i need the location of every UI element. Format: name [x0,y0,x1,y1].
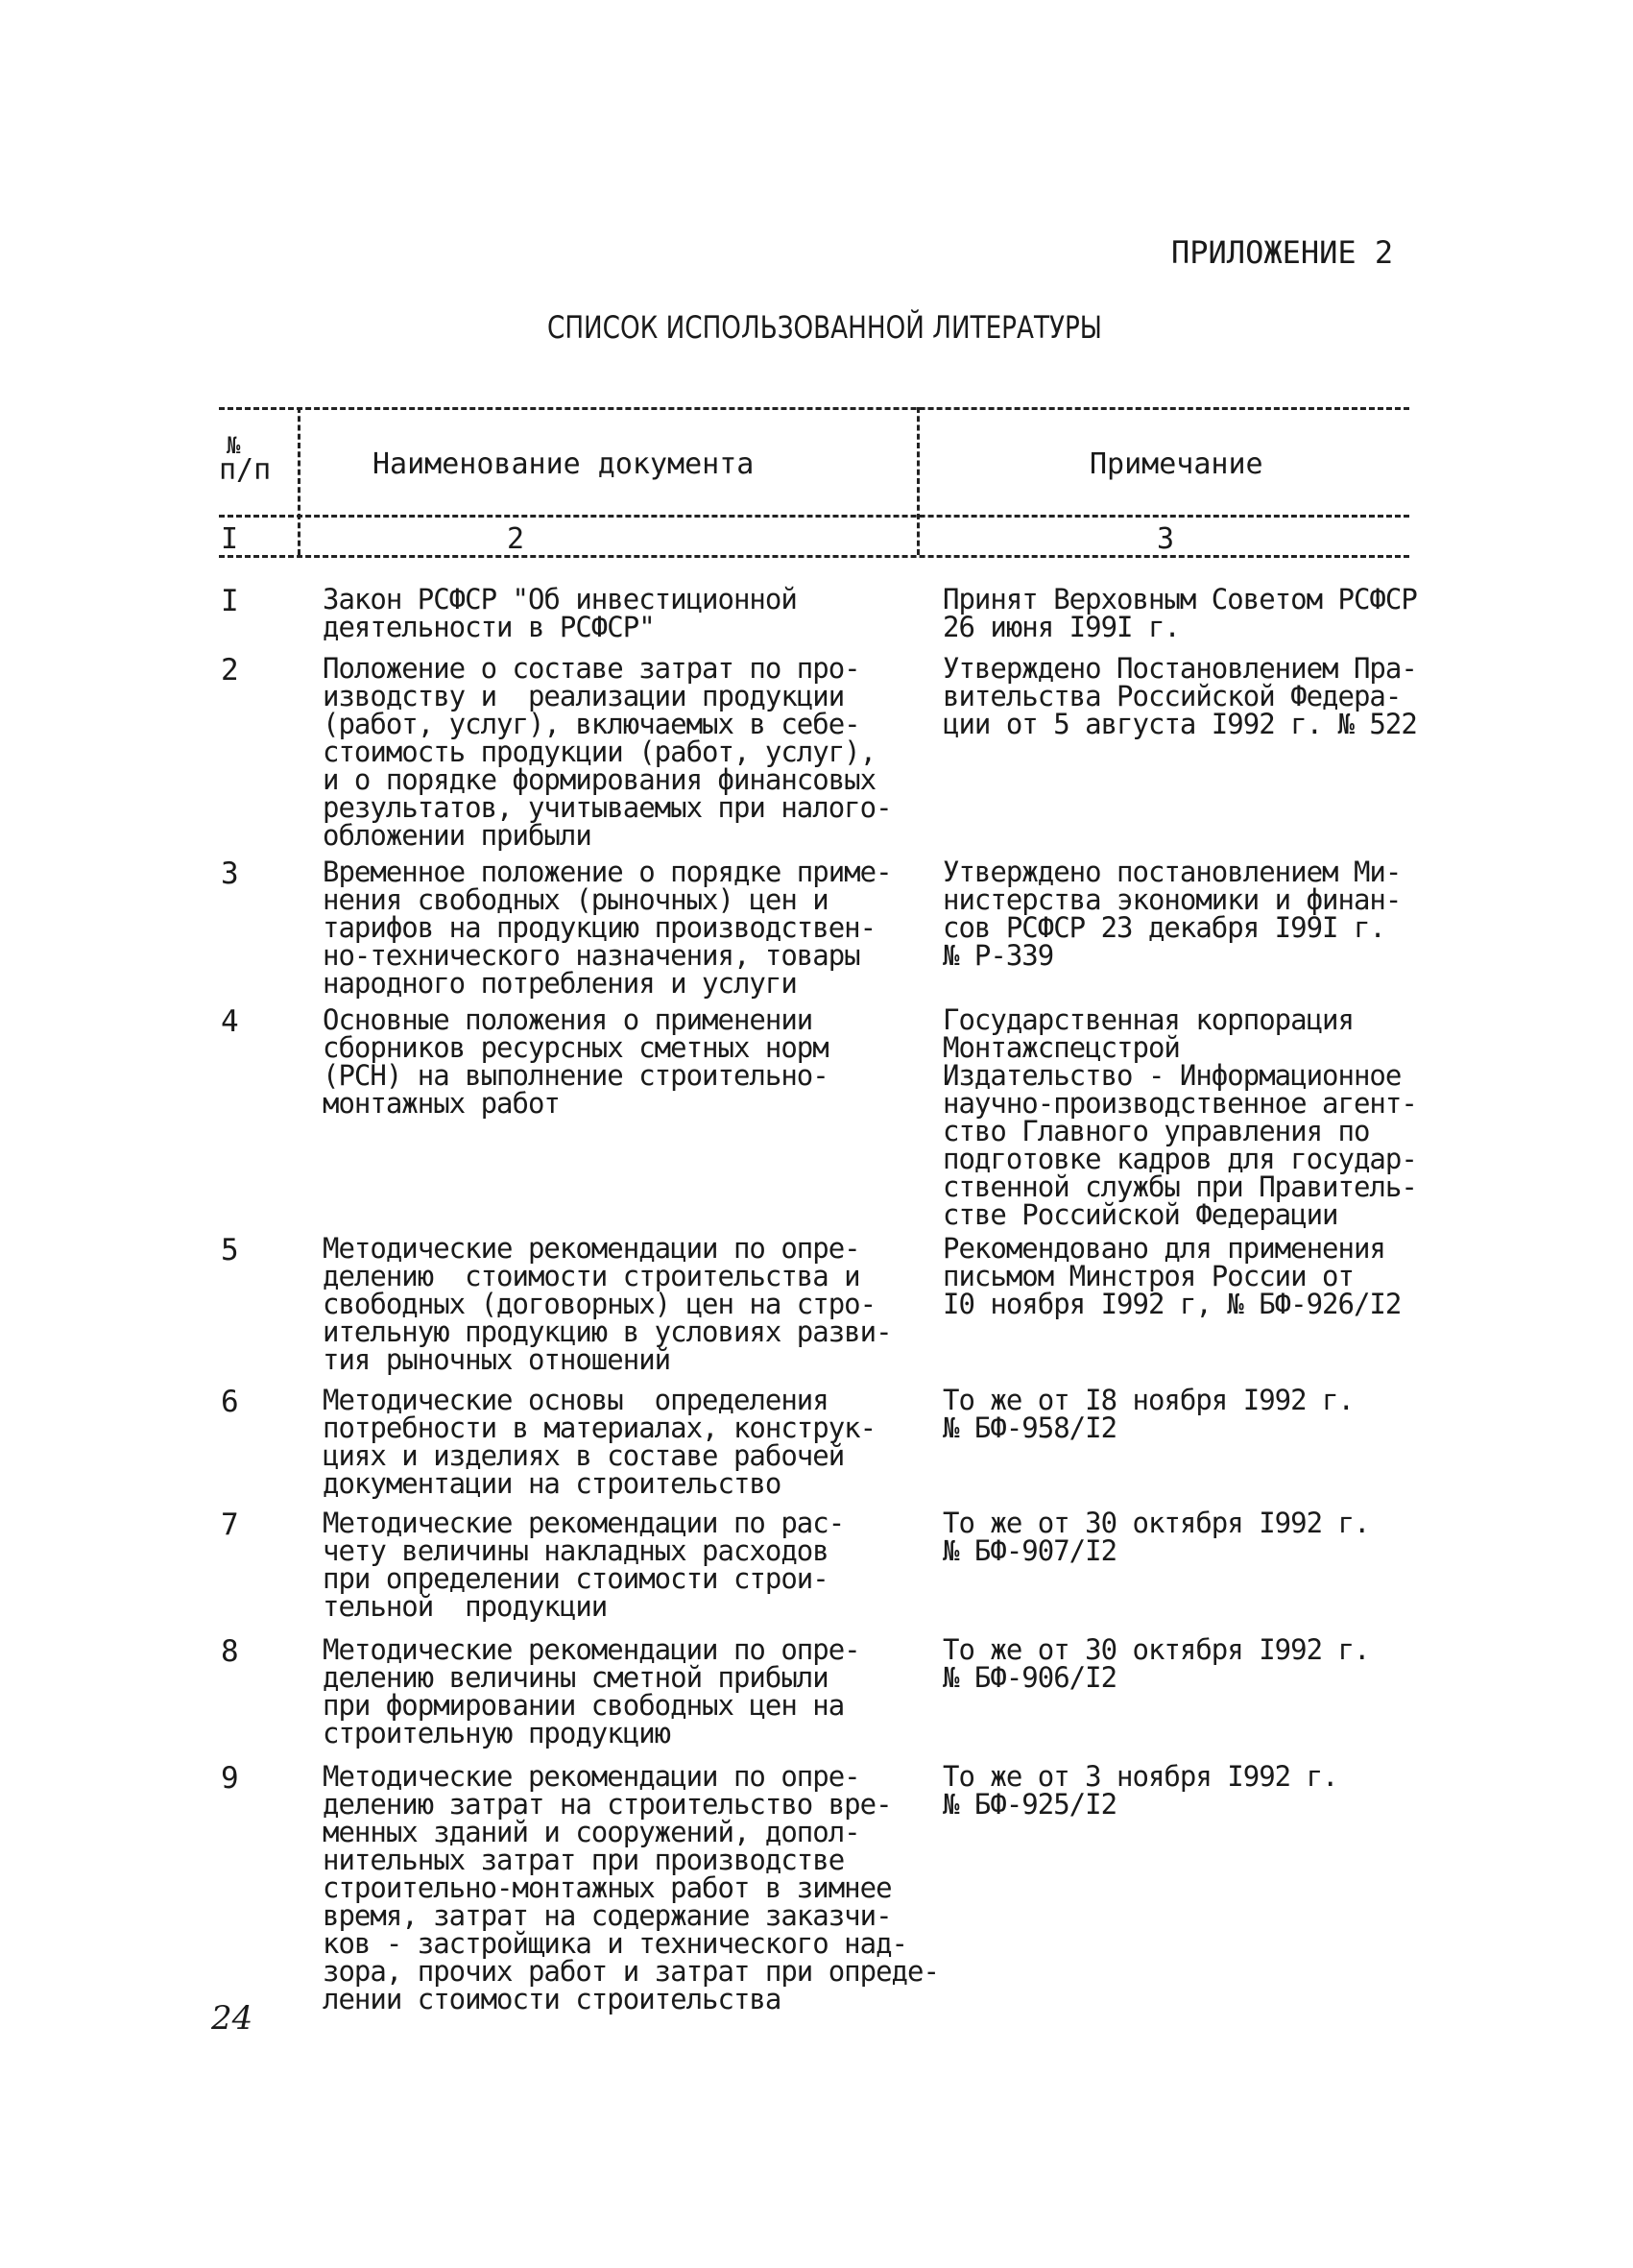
header-name: Наименование документа [372,447,755,481]
document-note: То же от 3 ноября I992 г. № БФ-925/I2 [943,1760,1338,1821]
page-title: СПИСОК ИСПОЛЬЗОВАННОЙ ЛИТЕРАТУРЫ [547,309,1102,346]
document-note: То же от I8 ноября I992 г. № БФ-958/I2 [943,1384,1354,1444]
row-number: 3 [221,857,239,891]
col-divider-2 [917,407,920,555]
appendix-label: ПРИЛОЖЕНИЕ 2 [1171,234,1394,271]
document-name: Основные положения о применении сборников ресурсных сметных норм (РСН) на выполнение строительно- монтажных работ [323,1003,829,1120]
document-name: Положение о составе затрат по про- изводству и реализации продукции (работ, услуг), включаемых в себе- стоимость продукции (работ, услуг), и о порядке формирования финансовых результатов, учитываемых при налого- обложении прибыли [323,652,892,852]
document-name: Методические рекомендации по опре- делению стоимости строительства и свободных (договорных) цен на стро- ительную продукцию в условиях разви- тия рыночных отношений [323,1232,892,1376]
column-number-2: 2 [507,522,525,556]
document-note: То же от 30 октября I992 г. № БФ-907/I2 [943,1507,1370,1567]
column-number-1: I [221,522,239,556]
document-note: Принят Верховным Советом РСФСР 26 июня I99I г. [943,583,1417,643]
column-number-3: 3 [1157,522,1175,556]
document-name: Временное положение о порядке приме- нения свободных (рыночных) цен и тарифов на продукцию производствен- но-технического назначения, товары народного потребления и услуги [323,856,892,1000]
row-number: 7 [221,1508,239,1542]
header-mid-rule [219,515,1409,518]
document-name: Закон РСФСР "Об инвестиционной деятельности в РСФСР" [323,583,797,643]
header-top-rule [219,407,1409,410]
row-number: 2 [221,653,239,688]
document-name: Методические рекомендации по опре- делению величины сметной прибыли при формировании свободных цен на строительную продукцию [323,1633,860,1749]
row-number: I [221,584,239,618]
row-number: 5 [221,1233,239,1267]
document-note: То же от 30 октября I992 г. № БФ-906/I2 [943,1633,1370,1694]
header-bottom-rule [219,555,1409,558]
header-note: Примечание [1090,447,1263,481]
col-divider-1 [298,407,300,555]
row-number: 6 [221,1385,239,1419]
header-number-line1: № [227,432,241,459]
page-number: 24 [211,1999,253,2038]
document-note: Утверждено Постановлением Пра- вительства Российской Федера- ции от 5 августа I992 г. № 522 [943,652,1417,740]
document-name: Методические основы определения потребности в материалах, конструк- циях и изделиях в составе рабочей документации на строительство [323,1384,877,1500]
row-number: 9 [221,1761,239,1796]
row-number: 4 [221,1004,239,1039]
document-name: Методические рекомендации по опре- делению затрат на строительство вре- менных зданий и сооружений, допол- нительных затрат при производстве строительно-монтажных работ в зимнее время, затрат на содержание заказчи- ков - застройщика и технического над- зора, прочих работ и затрат при опреде- лении стоимости строительства [323,1760,939,2015]
row-number: 8 [221,1634,239,1669]
header-number-line2: п/п [219,453,272,487]
document-note: Рекомендовано для применения письмом Минстроя России от I0 ноября I992 г, № БФ-926/I2 [943,1232,1402,1320]
document-note: Утверждено постановлением Ми- нистерства экономики и финан- сов РСФСР 23 декабря I99I г. № Р-339 [943,856,1402,972]
document-name: Методические рекомендации по рас- чету величины накладных расходов при определении стоимости строи- тельной продукции [323,1507,845,1623]
document-note: Государственная корпорация Монтажспецстрой Издательство - Информационное научно-производственное агент- ство Главного управления по подготовке кадров для государ- ственной службы при Правитель- стве Российской Федерации [943,1003,1417,1231]
